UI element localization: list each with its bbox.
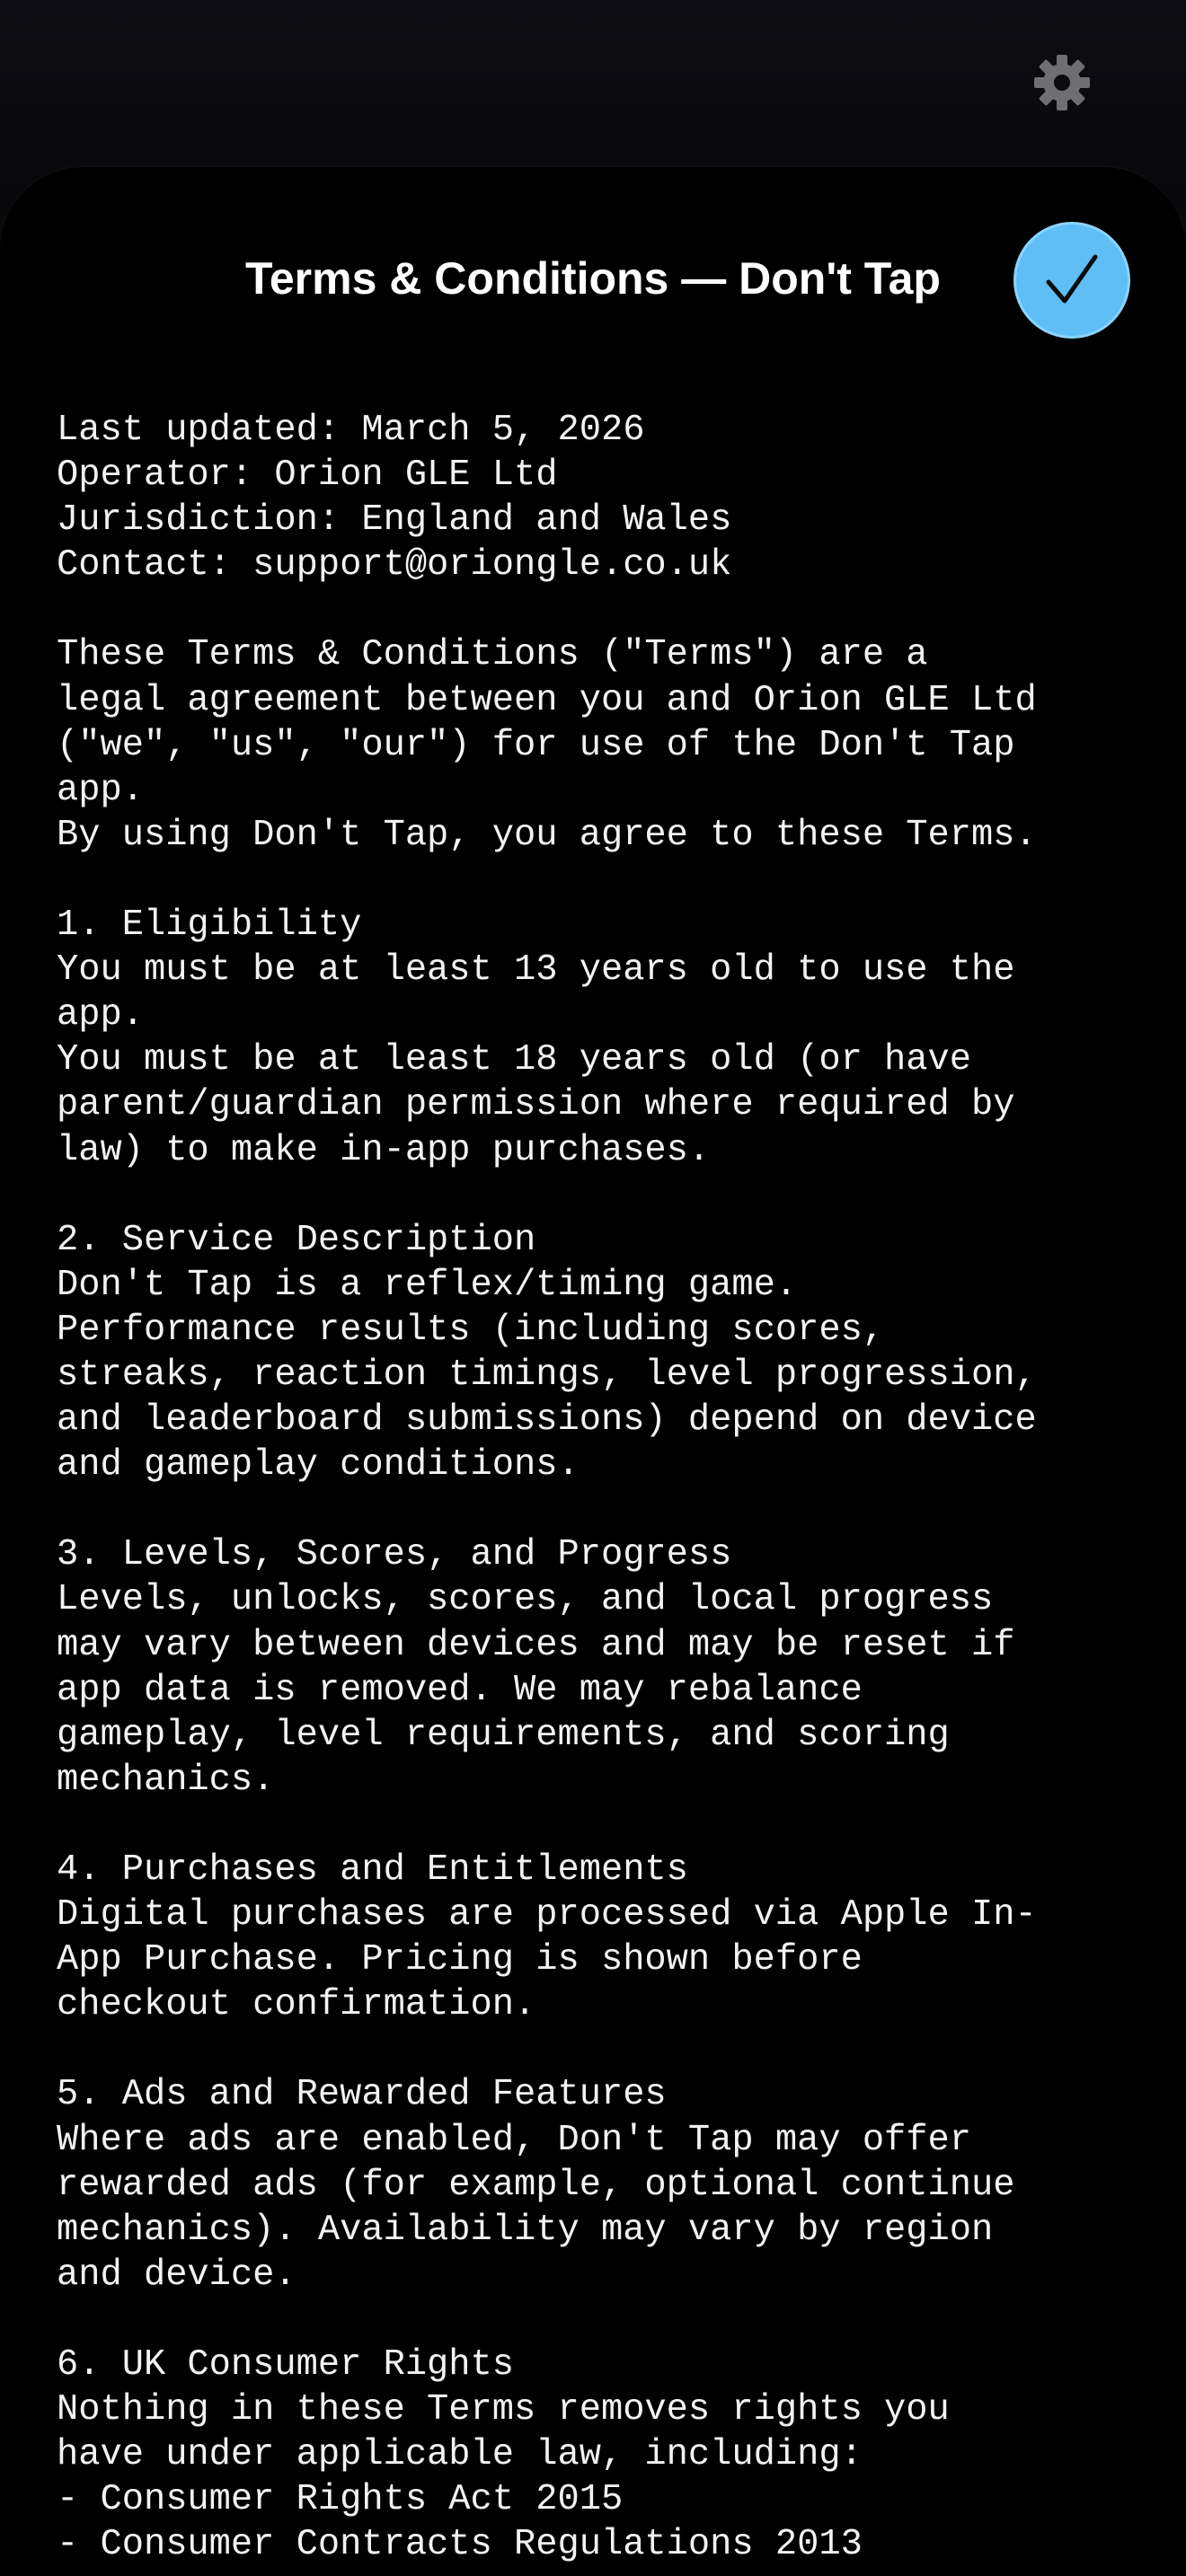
settings-button[interactable] [1030,50,1094,115]
terms-text: Last updated: March 5, 2026 Operator: Orion GLE Ltd Jurisdiction: England and Wales Contact: support@oriongle.co.uk These Terms & Conditions ("Terms") are a legal agreement between you and Orion GLE Ltd ("we", "us", "our") for use of the Don't Tap app. By using Don't Tap, you agree to these Terms. 1. Eligibility You must be at least 13 years old to use the app. You must be at least 18 years old (or have parent/guardian permission where required by law) to make in-app purchases. 2. Service Description Don't Tap is a reflex/timing game. Performance results (including scores, streaks, reaction timings, level progression, and leaderboard submissions) depend on device and gameplay conditions. 3. Levels, Scores, and Progress Levels, unlocks, scores, and local progress may vary between devices and may be reset if app data is removed. We may rebalance gameplay, level requirements, and scoring mechanics. 4. Purchases and Entitlements Digital purchases are processed via Apple In- App Purchase. Pricing is shown before checkout confirmation. 5. Ads and Rewarded Features Where ads are enabled, Don't Tap may offer rewarded ads (for example, optional continue mechanics). Availability may vary by region and device. 6. UK Consumer Rights Nothing in these Terms removes rights you have under applicable law, including: - Consumer Rights Act 2015 - Consumer Contracts Regulations 2013 [57,410,1037,2566]
done-button[interactable] [1013,222,1130,339]
sheet-title: Terms & Conditions — Don't Tap [245,253,941,304]
checkmark-icon [1043,251,1101,309]
terms-sheet [0,167,1186,2576]
gear-icon [1032,53,1092,112]
